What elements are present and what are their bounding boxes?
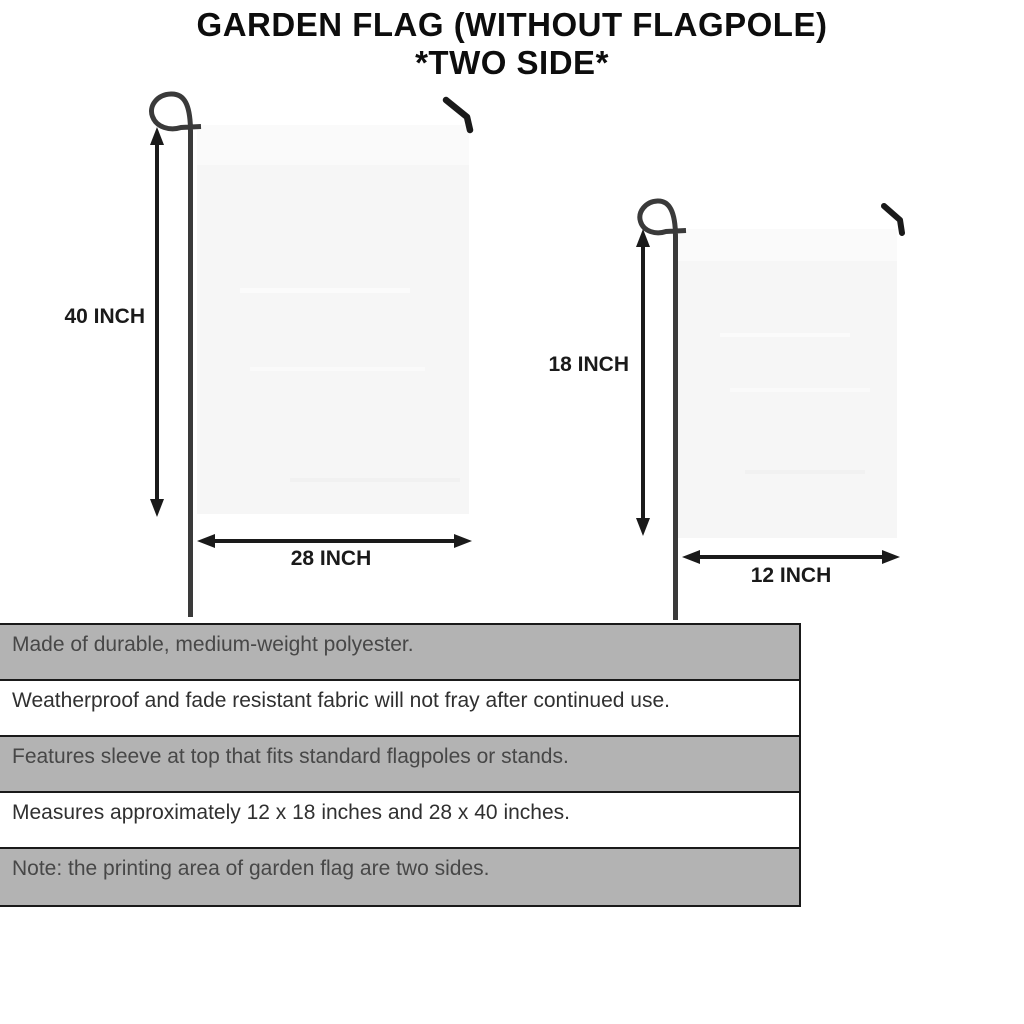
small-flag-hook xyxy=(884,206,902,233)
small-flag-width-label: 12 INCH xyxy=(750,564,832,587)
feature-row-note xyxy=(0,849,799,905)
large-flag-width-arrow xyxy=(197,534,472,548)
feature-text: Note: the printing area of garden flag are two sides. xyxy=(12,857,490,880)
small-flag-group xyxy=(548,201,902,620)
feature-row-material xyxy=(0,625,799,681)
feature-row-measurements xyxy=(0,793,799,849)
large-flag-height-arrow xyxy=(150,127,164,517)
title-line-1: GARDEN FLAG (WITHOUT FLAGPOLE) xyxy=(196,6,828,43)
feature-row-weatherproof xyxy=(0,681,799,737)
small-flag-sleeve xyxy=(678,229,897,261)
large-flag xyxy=(197,125,469,514)
title-line-2: *TWO SIDE* xyxy=(415,44,609,81)
large-flag-sleeve xyxy=(197,125,469,165)
large-flag-group xyxy=(64,94,472,617)
small-flag-height-arrow xyxy=(636,229,650,536)
feature-text: Weatherproof and fade resistant fabric will not fray after continued use. xyxy=(12,689,670,712)
large-flag-height-label: 40 INCH xyxy=(64,305,145,328)
small-flag-width-arrow xyxy=(682,550,900,564)
feature-text: Features sleeve at top that fits standard flagpoles or stands. xyxy=(12,745,569,768)
small-flag xyxy=(678,229,897,538)
small-flag-height-label: 18 INCH xyxy=(548,353,629,376)
feature-row-sleeve xyxy=(0,737,799,793)
feature-text: Measures approximately 12 x 18 inches and 28 x 40 inches. xyxy=(12,801,570,824)
features-table xyxy=(0,623,801,907)
large-flag-width-label: 28 INCH xyxy=(290,547,372,570)
feature-text: Made of durable, medium-weight polyester. xyxy=(12,633,414,656)
